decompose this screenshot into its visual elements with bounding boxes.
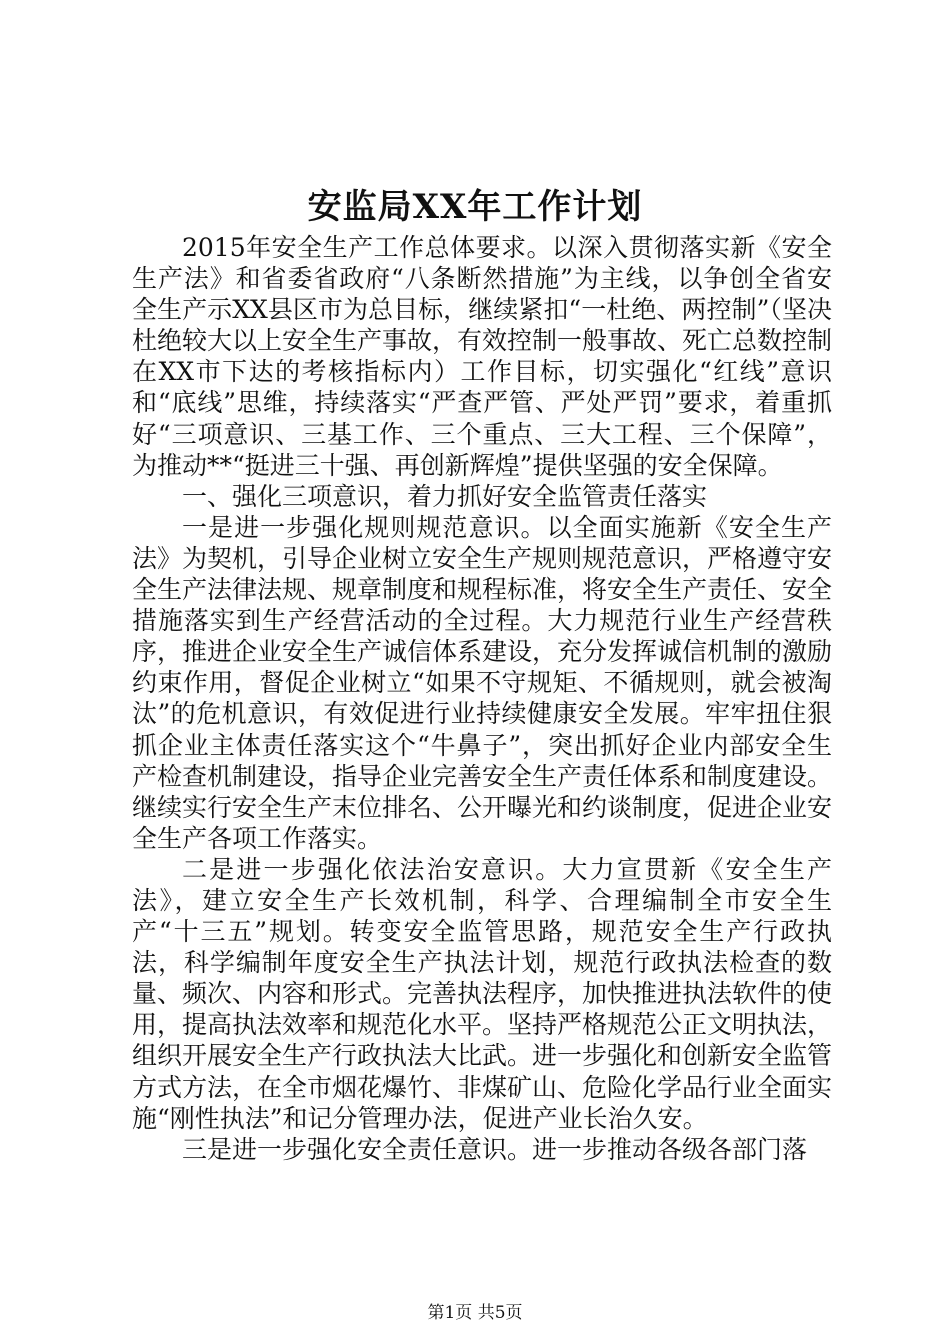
page-number-footer: 第1页 共5页: [427, 1303, 523, 1323]
intro-paragraph: 2015年安全生产工作总体要求。以深入贯彻落实新《安全生产法》和省委省政府“八条断然措施”为主线，以争创全省安全生产示XX县区市为总目标，继续紧扣“一杜绝、两控制”（坚决杜绝较大以上安全生产事故，有效控制一般事故、死亡总数控制在XX市下达的考核指标内）工作目标，切实强化“红线”意识和“底线”思维，持续落实“严查严管、严处严罚”要求，着重抓好“三项意识、三基工作、三个重点、三大工程、三个保障”，为推动**“挺进三十强、再创新辉煌”提供坚强的安全保障。: [132, 233, 833, 480]
paragraph-law-awareness: 二是进一步强化依法治安意识。大力宣贯新《安全生产法》，建立安全生产长效机制，科学、合理编制全市安全生产“十三五”规划。转变安全监管思路，规范安全生产行政执法，科学编制年度安全生产执法计划，规范行政执法检查的数量、频次、内容和形式。完善执法程序，加快推进执法软件的使用，提高执法效率和规范化水平。坚持严格规范公正文明执法，组织开展安全生产行政执法大比武。进一步强化和创新安全监管方式方法，在全市烟花爆竹、非煤矿山、危险化学品行业全面实施“刚性执法”和记分管理办法，促进产业长治久安。: [132, 854, 833, 1133]
section-heading-1: 一、强化三项意识，着力抓好安全监管责任落实: [182, 481, 708, 511]
document-body: [132, 232, 832, 1165]
paragraph-responsibility-awareness: 三是进一步强化安全责任意识。进一步推动各级各部门落: [182, 1134, 808, 1164]
page-title: 安监局XX年工作计划: [307, 187, 643, 227]
paragraph-rules-awareness: 一是进一步强化规则规范意识。以全面实施新《安全生产法》为契机，引导企业树立安全生产规则规范意识，严格遵守安全生产法律法规、规章制度和规程标准，将安全生产责任、安全措施落实到生产经营活动的全过程。大力规范行业生产经营秩序，推进企业安全生产诚信体系建设，充分发挥诚信机制的激励约束作用，督促企业树立“如果不守规矩、不循规则，就会被淘汰”的危机意识，有效促进行业持续健康安全发展。牢牢扭住狠抓企业主体责任落实这个“牛鼻子”，突出抓好企业内部安全生产检查机制建设，指导企业完善安全生产责任体系和制度建设。继续实行安全生产末位排名、公开曝光和约谈制度，促进企业安全生产各项工作落实。: [132, 512, 833, 853]
